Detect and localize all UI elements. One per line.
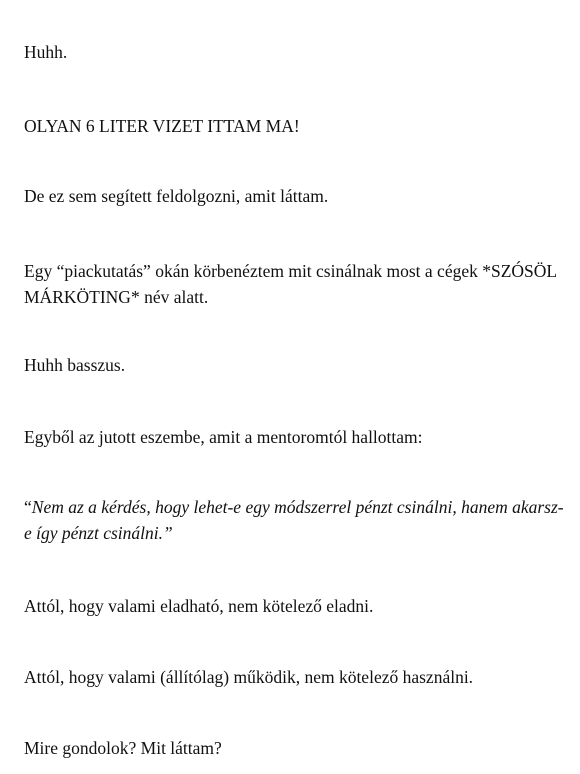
paragraph-processing: De ez sem segített feldolgozni, amit láttam. [24, 186, 329, 206]
paragraph-huhh: Huhh. [24, 42, 68, 62]
mentor-quote [24, 494, 564, 546]
paragraph-sellable: Attól, hogy valami eladható, nem kötelező eladni. [24, 596, 374, 616]
paragraph-water: OLYAN 6 LITER VIZET ITTAM MA! [24, 116, 300, 136]
quote-open-mark: “ [24, 497, 32, 517]
quote-text: Nem az a kérdés, hogy lehet-e egy módszerrel pénzt csinálni, hanem akarsz-e így pénzt csinálni.” [24, 497, 564, 543]
paragraph-huhh-basszus: Huhh basszus. [24, 355, 126, 375]
paragraph-mentor: Egyből az jutott eszembe, amit a mentoromtól hallottam: [24, 427, 423, 447]
paragraph-market-research: Egy “piackutatás” okán körbenéztem mit csinálnak most a cégek *SZÓSÖL MÁRKÖTING* név alatt. [24, 261, 557, 307]
paragraph-works: Attól, hogy valami (állítólag) működik, nem kötelező használni. [24, 667, 474, 687]
paragraph-question: Mire gondolok? Mit láttam? [24, 738, 222, 758]
